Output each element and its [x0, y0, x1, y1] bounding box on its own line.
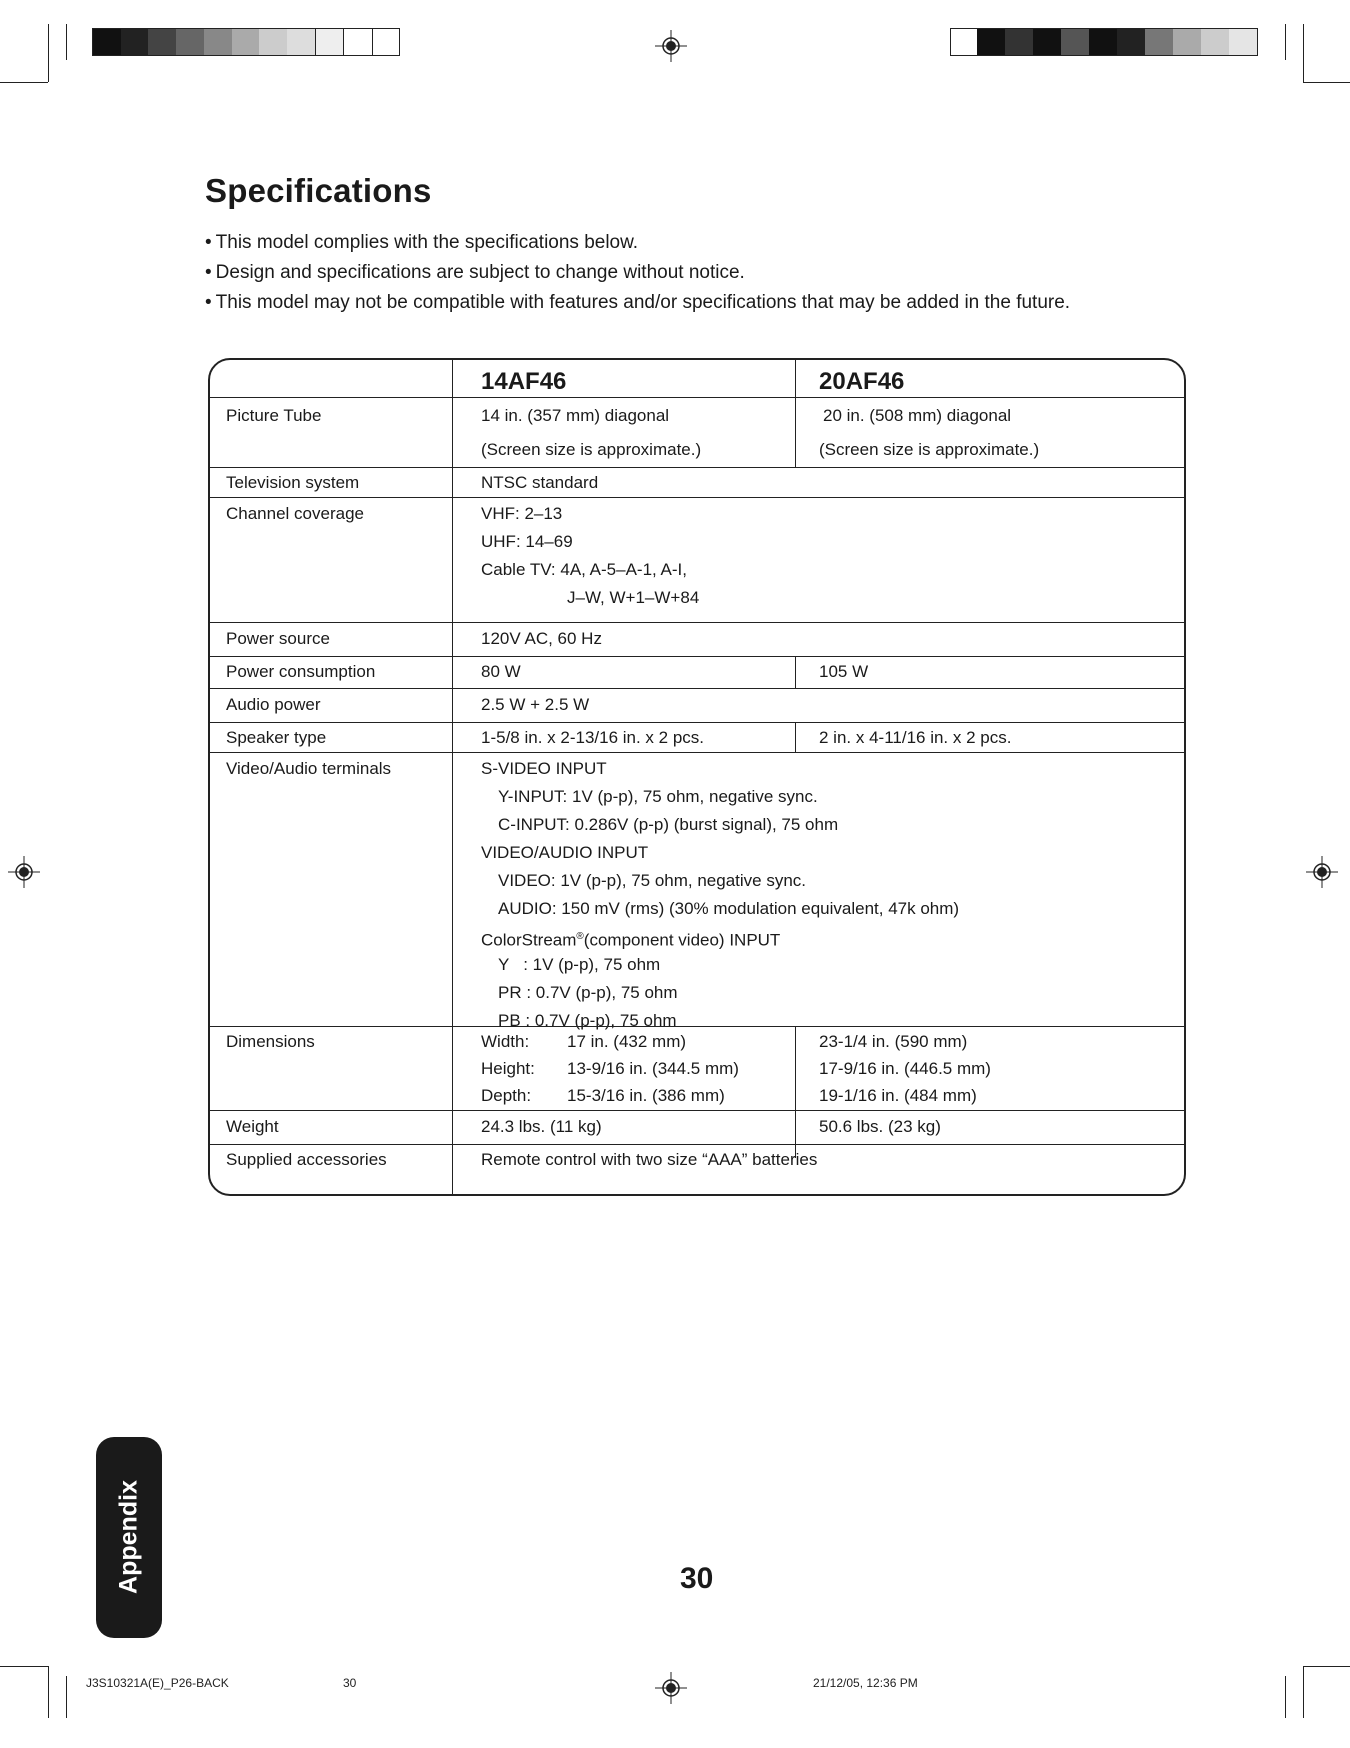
row-speaker-type	[210, 722, 1184, 753]
dimension-height-14af46	[481, 1055, 739, 1083]
page-number: 30	[680, 1562, 714, 1595]
row-weight	[210, 1110, 1184, 1145]
colorstream-pr-spec: PR : 0.7V (p-p), 75 ohm	[498, 983, 678, 1002]
crop-mark	[1285, 24, 1286, 60]
channel-cable-cont: J–W, W+1–W+84	[567, 588, 700, 607]
speaker-type-14af46: 1-5/8 in. x 2-13/16 in. x 2 pcs.	[481, 728, 705, 747]
crop-mark	[1303, 1666, 1304, 1718]
registration-mark-icon	[8, 856, 40, 888]
footer-datetime: 21/12/05, 12:36 PM	[813, 1676, 918, 1690]
dimension-value: 15-3/16 in. (386 mm)	[567, 1086, 725, 1105]
row-label: Power consumption	[226, 662, 376, 681]
footer-page: 30	[343, 1676, 357, 1690]
dimension-key: Height:	[481, 1059, 535, 1078]
crop-mark	[48, 1666, 49, 1718]
channel-cable: Cable TV: 4A, A-5–A-1, A-I,	[481, 560, 687, 579]
row-label: Television system	[226, 473, 360, 492]
intro-bullet: • This model may not be compatible with features and/or specifications that may be added in the future.	[205, 288, 1070, 318]
row-channel-coverage	[210, 497, 1184, 618]
colorstream-heading	[481, 923, 780, 954]
power-source-value: 120V AC, 60 Hz	[481, 629, 602, 648]
picture-tube-20af46: 20 in. (508 mm) diagonal	[823, 406, 1012, 425]
intro-bullet: • Design and specifications are subject to change without notice.	[205, 258, 1070, 288]
dimension-width-20af46: 23-1/4 in. (590 mm)	[819, 1032, 968, 1051]
picture-tube-14af46: 14 in. (357 mm) diagonal	[481, 406, 670, 425]
crop-mark	[1285, 1676, 1286, 1718]
crop-mark	[48, 24, 49, 82]
dimension-value: 17 in. (432 mm)	[567, 1032, 687, 1051]
row-label: Speaker type	[226, 728, 327, 747]
printer-color-bar-right	[950, 28, 1258, 56]
weight-20af46: 50.6 lbs. (23 kg)	[819, 1117, 941, 1136]
crop-mark	[0, 1666, 48, 1667]
row-label: Dimensions	[226, 1032, 315, 1051]
row-label: Channel coverage	[226, 504, 364, 523]
channel-vhf: VHF: 2–13	[481, 504, 563, 523]
row-television-system	[210, 467, 1184, 498]
crop-mark	[1303, 1666, 1350, 1667]
model-header-20af46: 20AF46	[819, 368, 905, 395]
row-video-audio-terminals	[210, 752, 1184, 1030]
colorstream-rest: (component video) INPUT	[583, 930, 781, 950]
television-system-value: NTSC standard	[481, 473, 599, 492]
row-power-consumption	[210, 656, 1184, 689]
row-label: Picture Tube	[226, 406, 322, 425]
crop-mark	[1303, 82, 1350, 83]
dimension-key: Depth:	[481, 1086, 532, 1105]
model-header-14af46: 14AF46	[481, 368, 567, 395]
row-label: Weight	[226, 1117, 279, 1136]
row-audio-power	[210, 688, 1184, 723]
dimension-key: Width:	[481, 1032, 530, 1051]
row-label: Audio power	[226, 695, 321, 714]
registration-mark-icon	[655, 1672, 687, 1704]
audio-spec: AUDIO: 150 mV (rms) (30% modulation equivalent, 47k ohm)	[498, 899, 960, 918]
c-input-spec: C-INPUT: 0.286V (p-p) (burst signal), 75 ohm	[498, 815, 839, 834]
section-tab-label: Appendix	[114, 1480, 143, 1594]
crop-mark	[66, 1676, 67, 1718]
printer-color-bar-left	[92, 28, 400, 56]
weight-14af46: 24.3 lbs. (11 kg)	[481, 1117, 602, 1136]
row-label: Power source	[226, 629, 330, 648]
picture-tube-note-14af46: (Screen size is approximate.)	[481, 440, 702, 459]
row-supplied-accessories	[210, 1144, 1184, 1193]
audio-power-value: 2.5 W + 2.5 W	[481, 695, 590, 714]
svideo-input-heading: S-VIDEO INPUT	[481, 759, 607, 778]
crop-mark	[0, 82, 48, 83]
colorstream-name: ColorStream	[481, 930, 577, 950]
colorstream-y-spec: Y : 1V (p-p), 75 ohm	[498, 955, 661, 974]
channel-uhf: UHF: 14–69	[481, 532, 573, 551]
dimension-depth-20af46: 19-1/16 in. (484 mm)	[819, 1086, 977, 1105]
crop-mark	[66, 24, 67, 60]
row-label: Supplied accessories	[226, 1150, 387, 1169]
row-dimensions	[210, 1026, 1184, 1111]
power-consumption-20af46: 105 W	[819, 662, 869, 681]
video-audio-input-heading: VIDEO/AUDIO INPUT	[481, 843, 649, 862]
registered-mark: ®	[576, 931, 584, 942]
registration-mark-icon	[1306, 856, 1338, 888]
dimension-value: 13-9/16 in. (344.5 mm)	[567, 1059, 739, 1078]
row-label: Video/Audio terminals	[226, 759, 392, 778]
row-power-source	[210, 622, 1184, 657]
row-picture-tube	[210, 397, 1184, 468]
video-spec: VIDEO: 1V (p-p), 75 ohm, negative sync.	[498, 871, 807, 890]
intro-bullet: • This model complies with the specifications below.	[205, 228, 1070, 258]
dimension-width-14af46	[481, 1028, 686, 1056]
speaker-type-20af46: 2 in. x 4-11/16 in. x 2 pcs.	[819, 728, 1012, 747]
page-title: Specifications	[205, 172, 432, 209]
colorstream-pb-spec: PB : 0.7V (p-p), 75 ohm	[498, 1011, 677, 1030]
crop-mark	[1303, 24, 1304, 82]
footer-file-slug: J3S10321A(E)_P26-BACK	[86, 1676, 229, 1690]
dimension-depth-14af46	[481, 1082, 725, 1110]
dimension-height-20af46: 17-9/16 in. (446.5 mm)	[819, 1059, 991, 1078]
y-input-spec: Y-INPUT: 1V (p-p), 75 ohm, negative sync.	[498, 787, 818, 806]
power-consumption-14af46: 80 W	[481, 662, 521, 681]
specifications-table	[208, 358, 1186, 1196]
registration-mark-icon	[655, 30, 687, 62]
intro-bullet-list	[205, 228, 1070, 318]
picture-tube-note-20af46: (Screen size is approximate.)	[819, 440, 1040, 459]
supplied-accessories-value: Remote control with two size “AAA” batteries	[481, 1150, 818, 1169]
